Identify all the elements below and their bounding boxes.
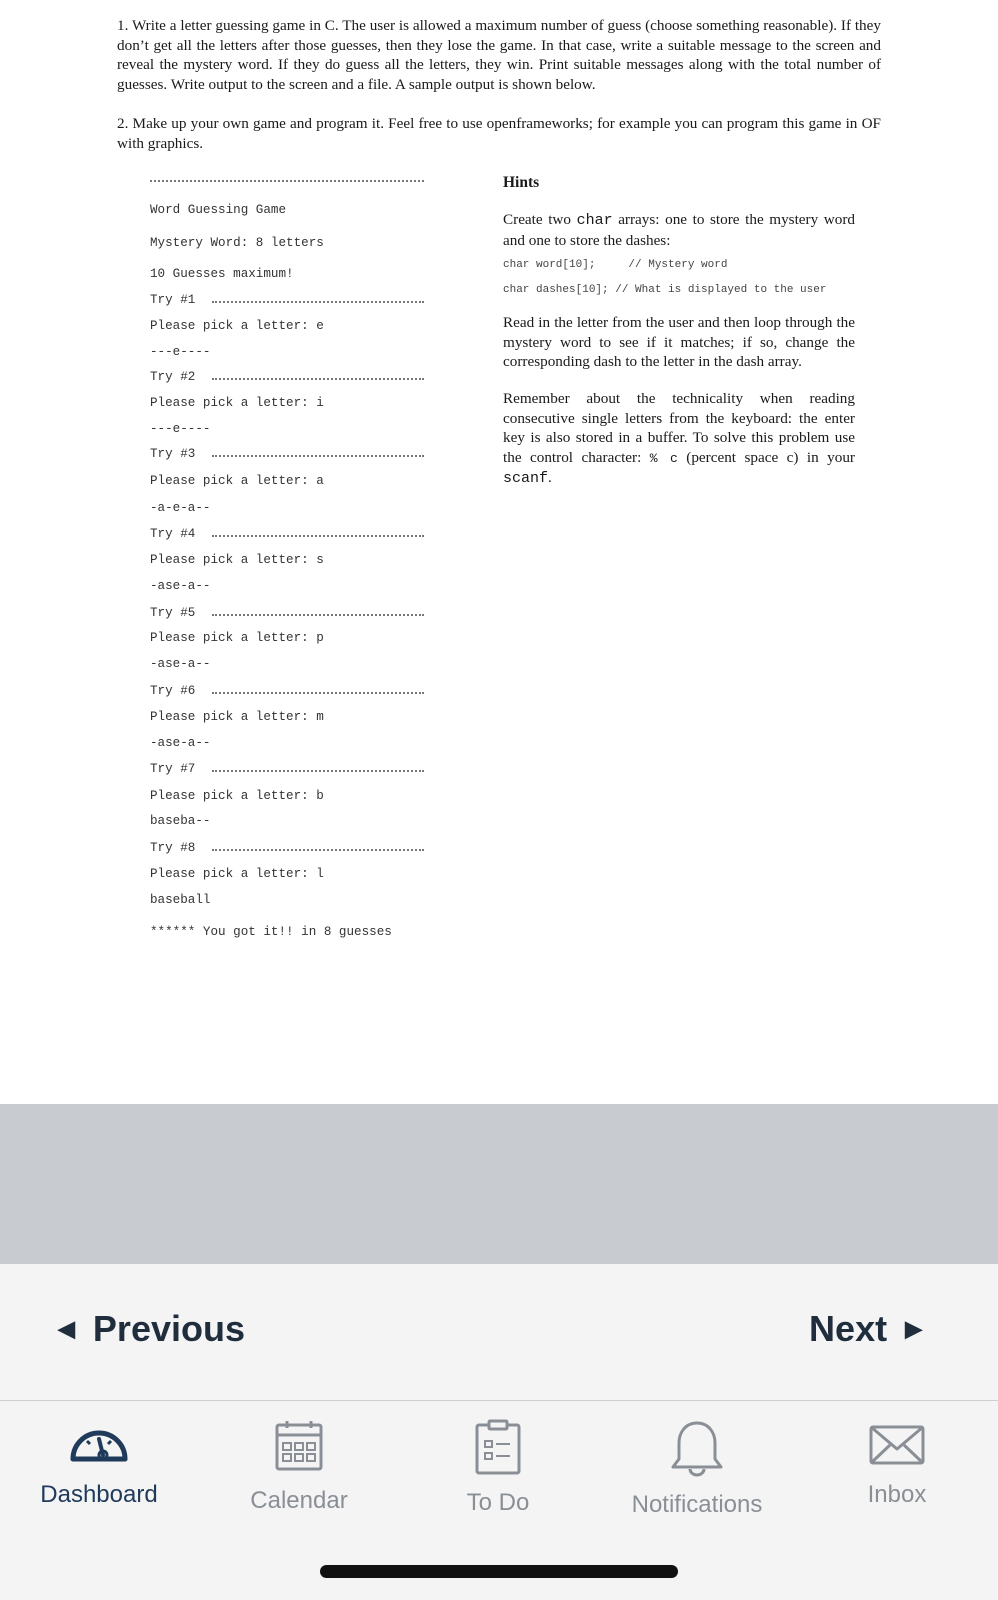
try-result: -a-e-a-- bbox=[150, 501, 211, 515]
try-result: -ase-a-- bbox=[150, 579, 211, 593]
try-result: baseba-- bbox=[150, 814, 211, 828]
hint-scanf: Remember about the technicality when reading consecutive single letters from the keyboard: the enter key is also stored in a buffer. To solve this problem use the control character: % c (percent space c) in your scanf. bbox=[503, 390, 855, 488]
try-result: ---e---- bbox=[150, 345, 211, 359]
next-button[interactable] bbox=[809, 1308, 922, 1350]
todo-icon bbox=[474, 1419, 522, 1475]
try-result: -ase-a-- bbox=[150, 657, 211, 671]
question-2: 2. Make up your own game and program it. Feel free to use openframeworks; for example you can program this game in OF with graphics. bbox=[117, 115, 881, 152]
try-result: ---e---- bbox=[150, 422, 211, 436]
try-prompt: Please pick a letter: s bbox=[150, 553, 324, 567]
console-max: 10 Guesses maximum! bbox=[150, 267, 294, 281]
hint-loop: Read in the letter from the user and then loop through the mystery word to see if it matches; if so, change the corresponding dash to the letter in the dash array. bbox=[503, 314, 855, 371]
home-indicator[interactable] bbox=[320, 1565, 678, 1578]
try-label: Try #1 bbox=[150, 293, 196, 307]
hints-title: Hints bbox=[503, 174, 540, 191]
try-label: Try #5 bbox=[150, 606, 196, 620]
dashboard-icon bbox=[67, 1419, 131, 1467]
tab-dashboard[interactable] bbox=[9, 1419, 189, 1509]
envelope-icon bbox=[868, 1419, 926, 1467]
tab-label: Inbox bbox=[867, 1481, 927, 1508]
tab-label: Notifications bbox=[631, 1491, 763, 1518]
console-title: Word Guessing Game bbox=[150, 203, 287, 217]
divider bbox=[150, 180, 424, 182]
try-prompt: Please pick a letter: b bbox=[150, 789, 324, 803]
tab-notifications[interactable] bbox=[607, 1419, 787, 1519]
page-navigation bbox=[0, 1264, 998, 1401]
try-prompt: Please pick a letter: e bbox=[150, 319, 324, 333]
code-word: char word[10]; // Mystery word bbox=[503, 259, 728, 271]
tab-calendar[interactable] bbox=[209, 1419, 389, 1515]
try-label: Try #6 bbox=[150, 684, 196, 698]
try-label: Try #7 bbox=[150, 762, 196, 776]
try-prompt: Please pick a letter: i bbox=[150, 396, 324, 410]
previous-label: Previous bbox=[92, 1308, 245, 1349]
hints-panel bbox=[503, 174, 855, 488]
tab-label: To Do bbox=[466, 1489, 530, 1516]
try-prompt: Please pick a letter: p bbox=[150, 631, 324, 645]
try-prompt: Please pick a letter: l bbox=[150, 867, 324, 881]
console-final: ****** You got it!! in 8 guesses bbox=[150, 925, 392, 939]
question-1: 1. Write a letter guessing game in C. The user is allowed a maximum number of guess (choose something reasonable). If they don’t get all the letters after those guesses, then they lose the game. In that case, write a suitable message to the screen and reveal the mystery word. If they do guess all the letters, they win. Print suitable messages along with the total number of guesses. Write output to the screen and a file. A sample output is shown below. bbox=[117, 17, 881, 93]
console-mystery: Mystery Word: 8 letters bbox=[150, 236, 324, 250]
try-prompt: Please pick a letter: a bbox=[150, 474, 324, 488]
chevron-left-icon: ◀ bbox=[58, 1316, 75, 1341]
next-label: Next bbox=[809, 1308, 888, 1349]
chevron-right-icon: ▶ bbox=[905, 1316, 922, 1341]
try-prompt: Please pick a letter: m bbox=[150, 710, 324, 724]
try-result: baseball bbox=[150, 893, 211, 907]
try-label: Try #8 bbox=[150, 841, 196, 855]
bell-icon bbox=[669, 1419, 725, 1477]
try-result: -ase-a-- bbox=[150, 736, 211, 750]
try-label: Try #4 bbox=[150, 527, 196, 541]
previous-button[interactable] bbox=[58, 1308, 245, 1350]
try-label: Try #2 bbox=[150, 370, 196, 384]
gray-band bbox=[0, 1104, 998, 1264]
tab-label: Dashboard bbox=[40, 1481, 158, 1508]
calendar-icon bbox=[273, 1419, 325, 1473]
tab-todo[interactable] bbox=[408, 1419, 588, 1517]
tab-label: Calendar bbox=[250, 1487, 348, 1514]
hint-arrays: Create two char arrays: one to store the mystery word and one to store the dashes: bbox=[503, 211, 855, 249]
tab-inbox[interactable] bbox=[807, 1419, 987, 1509]
try-label: Try #3 bbox=[150, 447, 196, 461]
code-dashes: char dashes[10]; // What is displayed to the user bbox=[503, 284, 827, 296]
